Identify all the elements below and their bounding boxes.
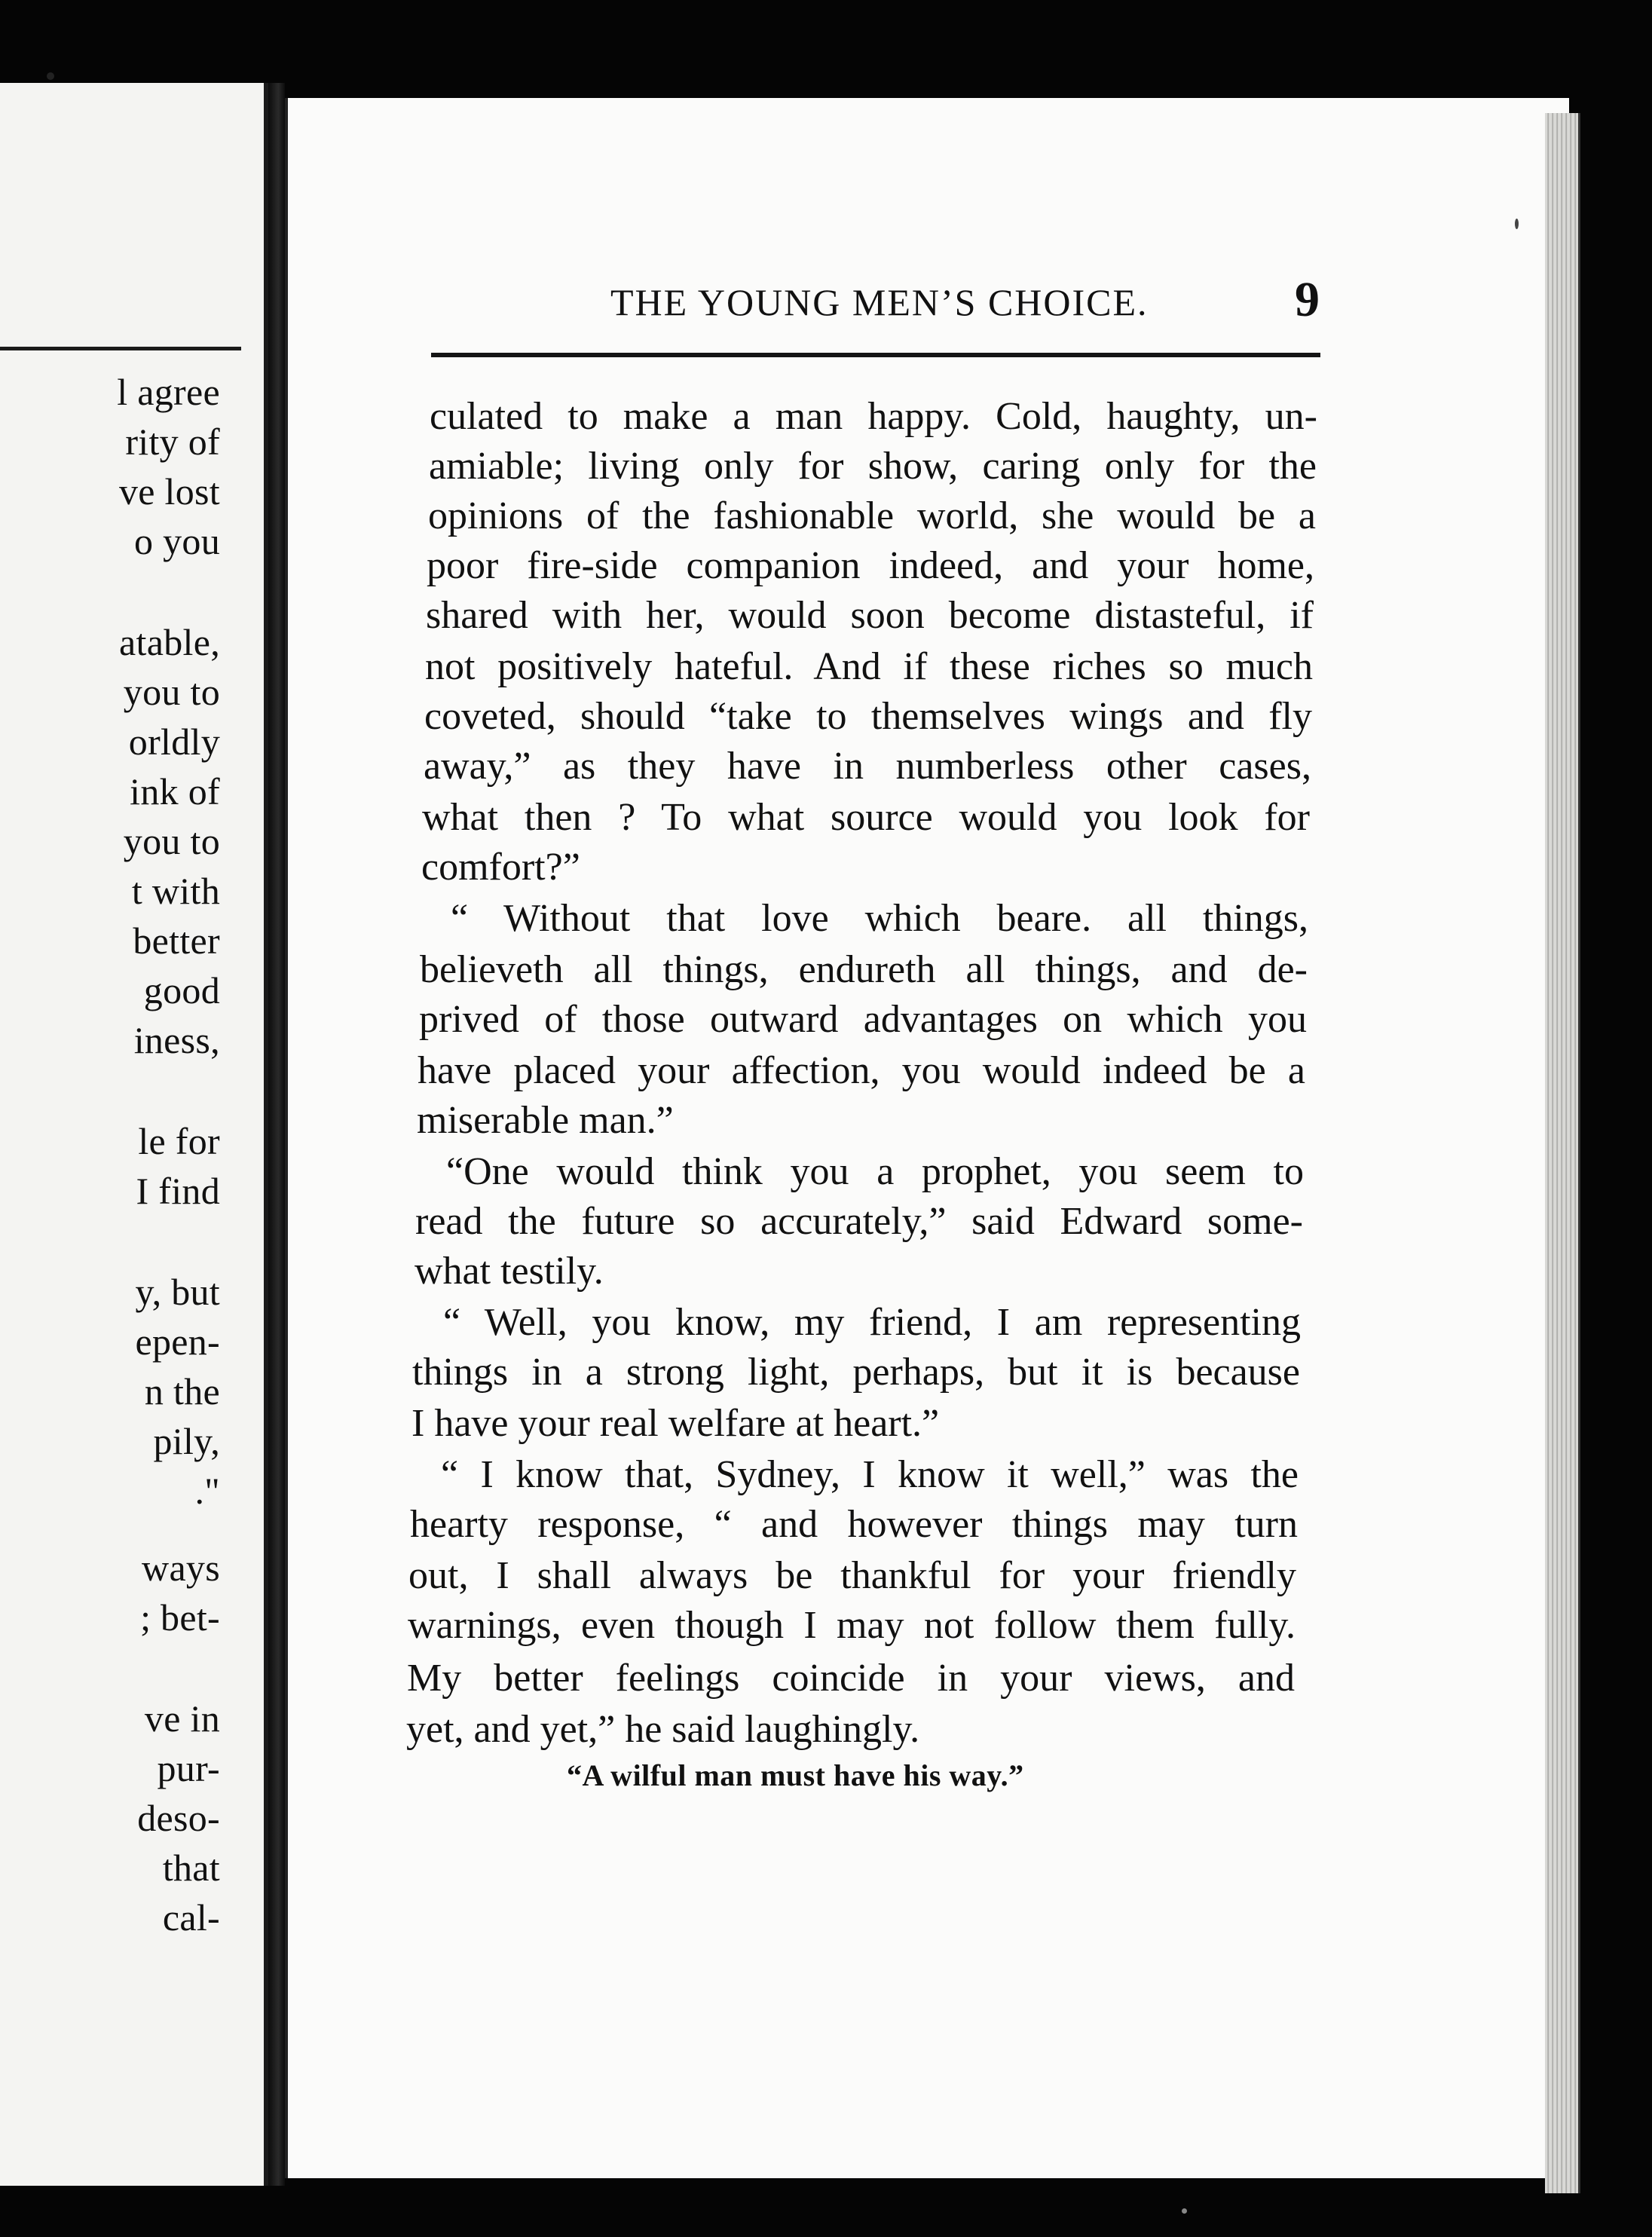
left-page-line: ways — [142, 1547, 220, 1589]
left-page-line: n the — [144, 1370, 220, 1412]
body-line: what testily. — [415, 1250, 604, 1293]
body-line: have placed your affection, you would indeed be a — [418, 1049, 1305, 1092]
left-page-line: ; bet- — [140, 1596, 220, 1639]
left-page-line: ink of — [130, 770, 220, 812]
body-line: “One would think you a prophet, you seem to — [446, 1150, 1304, 1193]
left-page-line: rity of — [125, 421, 220, 463]
left-facing-page — [0, 83, 268, 2186]
left-page-line: epen- — [135, 1320, 220, 1363]
body-line: hearty response, “ and however things may turn — [410, 1503, 1298, 1546]
motto: “A wilful man must have his way.” — [567, 1758, 1024, 1792]
body-line: comfort?” — [421, 846, 580, 889]
body-line: I have your real welfare at heart.” — [411, 1402, 940, 1445]
body-line: amiable; living only for show, caring only for the — [429, 445, 1317, 488]
body-line: miserable man.” — [417, 1099, 674, 1142]
body-line: “ Without that love which beare. all things, — [451, 897, 1308, 940]
body-line: read the future so accurately,” said Edward some- — [415, 1200, 1303, 1243]
left-page-line: deso- — [137, 1797, 220, 1839]
scan-speck — [1515, 219, 1519, 229]
body-line: My better feelings coincide in your views, and — [407, 1657, 1295, 1700]
left-page-line: atable, — [119, 621, 220, 663]
running-head: THE YOUNG MEN’S CHOICE. — [610, 281, 1149, 323]
body-line: things in a strong light, perhaps, but it is because — [412, 1351, 1300, 1394]
left-page-line: good — [143, 969, 220, 1011]
page-edges — [1545, 113, 1580, 2193]
left-page-line: cal- — [162, 1896, 220, 1939]
body-line: away,” as they have in numberless other cases, — [424, 745, 1311, 788]
page-number: 9 — [1295, 272, 1320, 327]
body-line: yet, and yet,” he said laughingly. — [406, 1708, 920, 1751]
left-page-line: pily, — [153, 1420, 220, 1462]
body-line: warnings, even though I may not follow them fully. — [408, 1604, 1296, 1647]
body-line: out, I shall always be thankful for your friendly — [408, 1554, 1296, 1597]
left-page-line: ve lost — [118, 470, 220, 513]
left-page-line: iness, — [133, 1019, 220, 1061]
body-line: prived of those outward advantages on which you — [419, 998, 1307, 1041]
body-line: shared with her, would soon become distasteful, if — [426, 594, 1314, 637]
body-line: what then ? To what source would you look for — [422, 796, 1310, 839]
header-rule — [431, 353, 1320, 357]
scan-speck — [1182, 2208, 1187, 2214]
left-page-line: better — [133, 920, 220, 962]
left-page-line: ." — [194, 1470, 220, 1512]
left-page-line: le for — [138, 1120, 220, 1162]
left-page-rule — [0, 347, 241, 350]
left-page-line: ve in — [144, 1697, 220, 1740]
left-page-line: t with — [131, 870, 220, 912]
left-page-line: you to — [123, 820, 220, 862]
body-line: poor fire-side companion indeed, and your home, — [427, 544, 1314, 587]
body-line: culated to make a man happy. Cold, haughty, un- — [430, 395, 1317, 438]
left-page-line: I find — [136, 1170, 220, 1212]
body-line: believeth all things, endureth all things, and de- — [420, 948, 1308, 991]
left-page-line: you to — [123, 671, 220, 713]
left-page-line: y, but — [135, 1271, 220, 1313]
body-line: opinions of the fashionable world, she would be a — [428, 494, 1316, 537]
left-page-line: o you — [134, 520, 220, 562]
body-line: “ I know that, Sydney, I know it well,” was the — [441, 1453, 1299, 1496]
left-page-line: l agree — [117, 371, 220, 413]
book-gutter — [268, 83, 285, 2186]
body-line: coveted, should “take to themselves wings and fly — [424, 695, 1312, 738]
scan-speck — [47, 72, 54, 80]
body-line: “ Well, you know, my friend, I am representing — [443, 1301, 1301, 1344]
left-page-line: pur- — [157, 1747, 220, 1789]
left-page-line: that — [162, 1847, 220, 1889]
left-page-line: orldly — [128, 721, 220, 763]
body-line: not positively hateful. And if these riches so much — [425, 645, 1313, 688]
